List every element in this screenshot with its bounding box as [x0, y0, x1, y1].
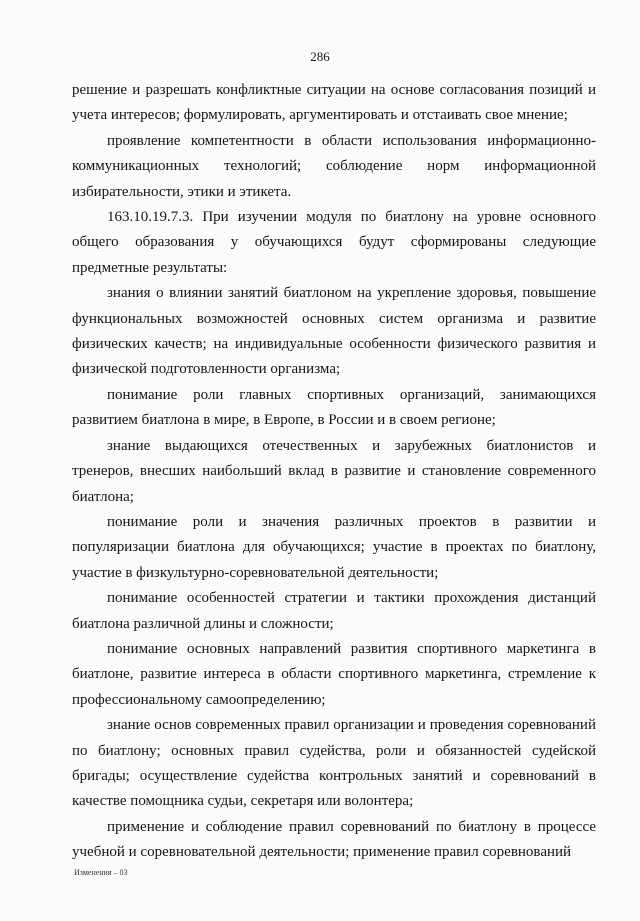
- paragraph-4: знания о влиянии занятий биатлоном на укрепление здоровья, повышение функциональных возможностей основных систем организма и развитие физических качеств; на индивидуальные особенности физического развития и физической подготовленности организма;: [72, 285, 596, 378]
- page-number: 286: [310, 49, 330, 64]
- paragraph-7: понимание роли и значения различных проектов в развитии и популяризации биатлона для обучающихся; участие в проектах по биатлону, участие в физкультурно-соревновательной деятельности;: [72, 513, 596, 581]
- paragraph-6: знание выдающихся отечественных и зарубежных биатлонистов и тренеров, внесших наибольший вклад в развитие и становление современного биатлона;: [72, 437, 596, 505]
- body-text: [72, 78, 596, 866]
- paragraph-2: проявление компетентности в области использования информационно-коммуникационных технологий; соблюдение норм информационной избирательности, этики и этикета.: [72, 132, 596, 200]
- paragraph-11: применение и соблюдение правил соревнований по биатлону в процессе учебной и соревновательной деятельности; применение правил соревнований: [72, 818, 596, 861]
- paragraph-9: понимание основных направлений развития спортивного маркетинга в биатлоне, развитие интереса в области спортивного маркетинга, стремление к профессиональному самоопределению;: [72, 640, 596, 708]
- paragraph-3: 163.10.19.7.3. При изучении модуля по биатлону на уровне основного общего образования у обучающихся будут сформированы следующие предметные результаты:: [72, 209, 596, 276]
- paragraph-8: понимание особенностей стратегии и тактики прохождения дистанций биатлона различной длины и сложности;: [72, 590, 596, 632]
- paragraph-10: знание основ современных правил организации и проведения соревнований по биатлону; основных правил судейства, роли и обязанностей судейской бригады; осуществление судейства контрольных занятий и соревнований в качестве помощника судьи, секретаря или волонтера;: [72, 717, 596, 810]
- paragraph-1: решение и разрешать конфликтные ситуации на основе согласования позиций и учета интересов; формулировать, аргументировать и отстаивать свое мнение;: [72, 82, 596, 124]
- paragraph-5: понимание роли главных спортивных организаций, занимающихся развитием биатлона в мире, в Европе, в России и в своем регионе;: [72, 386, 596, 429]
- revision-footer: Изменения – 03: [74, 868, 128, 877]
